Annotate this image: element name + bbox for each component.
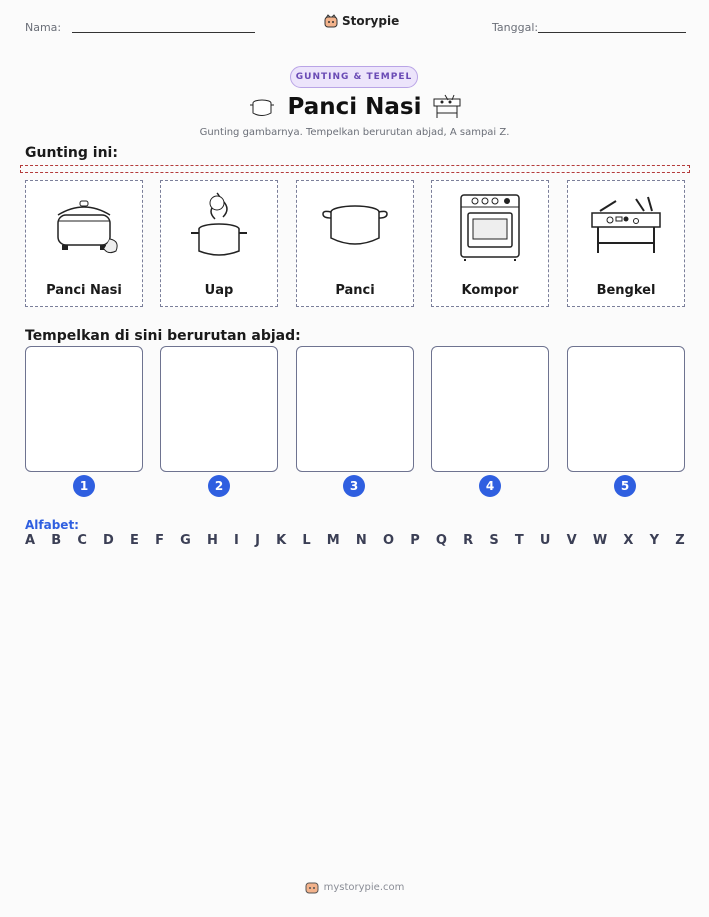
letter: E [130, 533, 139, 548]
letter: D [103, 533, 114, 548]
workbench-title-icon [432, 93, 462, 123]
letter: I [234, 533, 239, 548]
paste-heading: Tempelkan di sini berurutan abjad: [25, 328, 301, 344]
card-label: Uap [204, 283, 234, 298]
name-label: Nama: [25, 21, 62, 34]
letter: U [539, 533, 551, 548]
instructions: Gunting gambarnya. Tempelkan berurutan abjad, A sampai Z. [199, 127, 510, 138]
paste-slot-2[interactable] [160, 346, 278, 472]
card-label: Bengkel [596, 283, 656, 298]
paste-slot-3[interactable] [296, 346, 414, 472]
letter: N [355, 533, 367, 548]
footer-url: mystorypie.com [323, 881, 405, 893]
cut-card[interactable] [567, 180, 685, 307]
cut-card[interactable] [160, 180, 278, 307]
alphabet-title: Alfabet: [25, 518, 79, 532]
letter: T [514, 533, 524, 548]
letter: R [463, 533, 474, 548]
stove-icon [432, 187, 548, 265]
letter: F [155, 533, 164, 548]
steaming-pot-icon [161, 187, 277, 265]
letter: L [302, 533, 311, 548]
cut-card[interactable] [296, 180, 414, 307]
workbench-icon [568, 187, 684, 265]
cut-card[interactable] [25, 180, 143, 307]
cut-card[interactable] [431, 180, 549, 307]
paste-slot-5[interactable] [567, 346, 685, 472]
cut-heading: Gunting ini: [25, 145, 118, 161]
page-title: Panci Nasi [287, 94, 422, 120]
rice-cooker-icon [26, 187, 142, 265]
slot-number: 5 [614, 475, 636, 497]
storypie-mascot-icon [324, 14, 338, 28]
letter: J [255, 533, 260, 548]
card-label: Kompor [461, 283, 519, 298]
storypie-mascot-icon [305, 880, 319, 894]
pot-icon [297, 187, 413, 265]
letter: Z [675, 533, 685, 548]
letter: W [592, 533, 608, 548]
letter: X [623, 533, 634, 548]
letter: S [489, 533, 499, 548]
letter: C [77, 533, 87, 548]
paste-slot-1[interactable] [25, 346, 143, 472]
date-field[interactable] [538, 32, 686, 33]
paste-slot-4[interactable] [431, 346, 549, 472]
brand-logo [324, 14, 399, 28]
letter: H [206, 533, 218, 548]
slot-number: 1 [73, 475, 95, 497]
slot-number: 4 [479, 475, 501, 497]
alphabet-row [25, 533, 685, 548]
slot-number: 3 [343, 475, 365, 497]
letter: G [180, 533, 191, 548]
letter: B [51, 533, 62, 548]
cut-line [20, 165, 690, 173]
letter: P [410, 533, 420, 548]
activity-badge: GUNTING & TEMPEL [290, 66, 418, 88]
letter: A [25, 533, 36, 548]
letter: Y [649, 533, 660, 548]
letter: M [326, 533, 340, 548]
letter: K [276, 533, 287, 548]
brand-name: Storypie [342, 14, 400, 28]
name-field[interactable] [72, 32, 255, 33]
date-label: Tanggal: [492, 21, 539, 34]
slot-number: 2 [208, 475, 230, 497]
letter: O [382, 533, 395, 548]
letter: Q [435, 533, 447, 548]
letter: V [566, 533, 577, 548]
footer [0, 880, 709, 894]
card-label: Panci Nasi [46, 283, 122, 298]
card-label: Panci [335, 283, 375, 298]
